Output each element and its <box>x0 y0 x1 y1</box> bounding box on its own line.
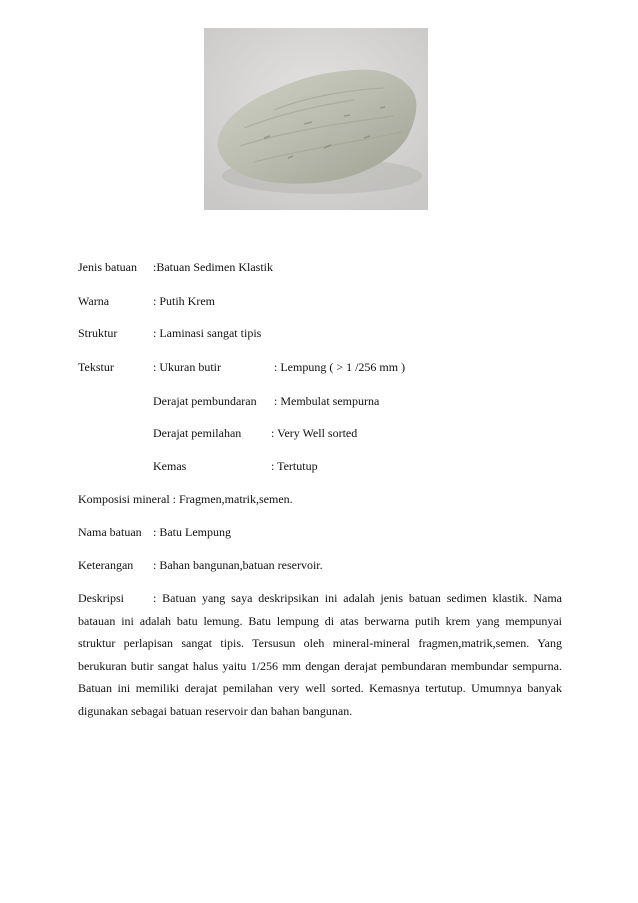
field-value: : Laminasi sangat tipis <box>153 326 262 340</box>
field-komposisi <box>78 492 293 506</box>
field-label: Keterangan <box>78 558 134 572</box>
pemilahan-label: Derajat pemilahan <box>153 426 242 440</box>
rock-photo <box>204 28 428 210</box>
field-value: :Batuan Sedimen Klastik <box>153 260 273 274</box>
field-label: Jenis batuan <box>78 260 137 274</box>
field-label: Tekstur <box>78 360 114 374</box>
tekstur-ukuran-label: : Ukuran butir <box>153 360 221 374</box>
field-label: Struktur <box>78 326 118 340</box>
deskripsi-label: Deskripsi <box>78 591 124 605</box>
kemas-label: Kemas <box>153 459 187 473</box>
pembundaran-value: : Membulat sempurna <box>274 394 380 408</box>
kemas-value: : Tertutup <box>271 459 318 473</box>
deskripsi-text: : Batuan yang saya deskripsikan ini adalah jenis batuan sedimen klastik. Nama batauan ini adalah batu lemung. Batu lempung di atas berwarna putih krem yang mempunyai struktur perlapisan sangat tipis. Tersusun oleh mineral-mineral fragmen,matrik,semen. Yang berukuran butir sangat halus yaitu 1/256 mm dengan derajat pembundaran membundar sempurna. Batuan ini memiliki derajat pemilahan very well sorted. Kemasnya tertutup. Umumnya banyak digunakan sebagai batuan reservoir dan bahan bangunan. <box>78 591 562 718</box>
pemilahan-value: : Very Well sorted <box>271 426 358 440</box>
field-value: : Batu Lempung <box>153 525 231 539</box>
tekstur-ukuran-value: : Lempung ( > 1 /256 mm ) <box>274 360 406 374</box>
pembundaran-label: Derajat pembundaran <box>153 394 257 408</box>
field-value: : Fragmen,matrik,semen. <box>172 492 293 506</box>
field-value: : Putih Krem <box>153 294 215 308</box>
field-value: : Bahan bangunan,batuan reservoir. <box>153 558 323 572</box>
rock-sample-image <box>204 28 428 210</box>
field-label: Komposisi mineral <box>78 492 170 506</box>
field-label: Nama batuan <box>78 525 142 539</box>
field-label: Warna <box>78 294 110 308</box>
deskripsi-paragraph <box>78 587 562 722</box>
